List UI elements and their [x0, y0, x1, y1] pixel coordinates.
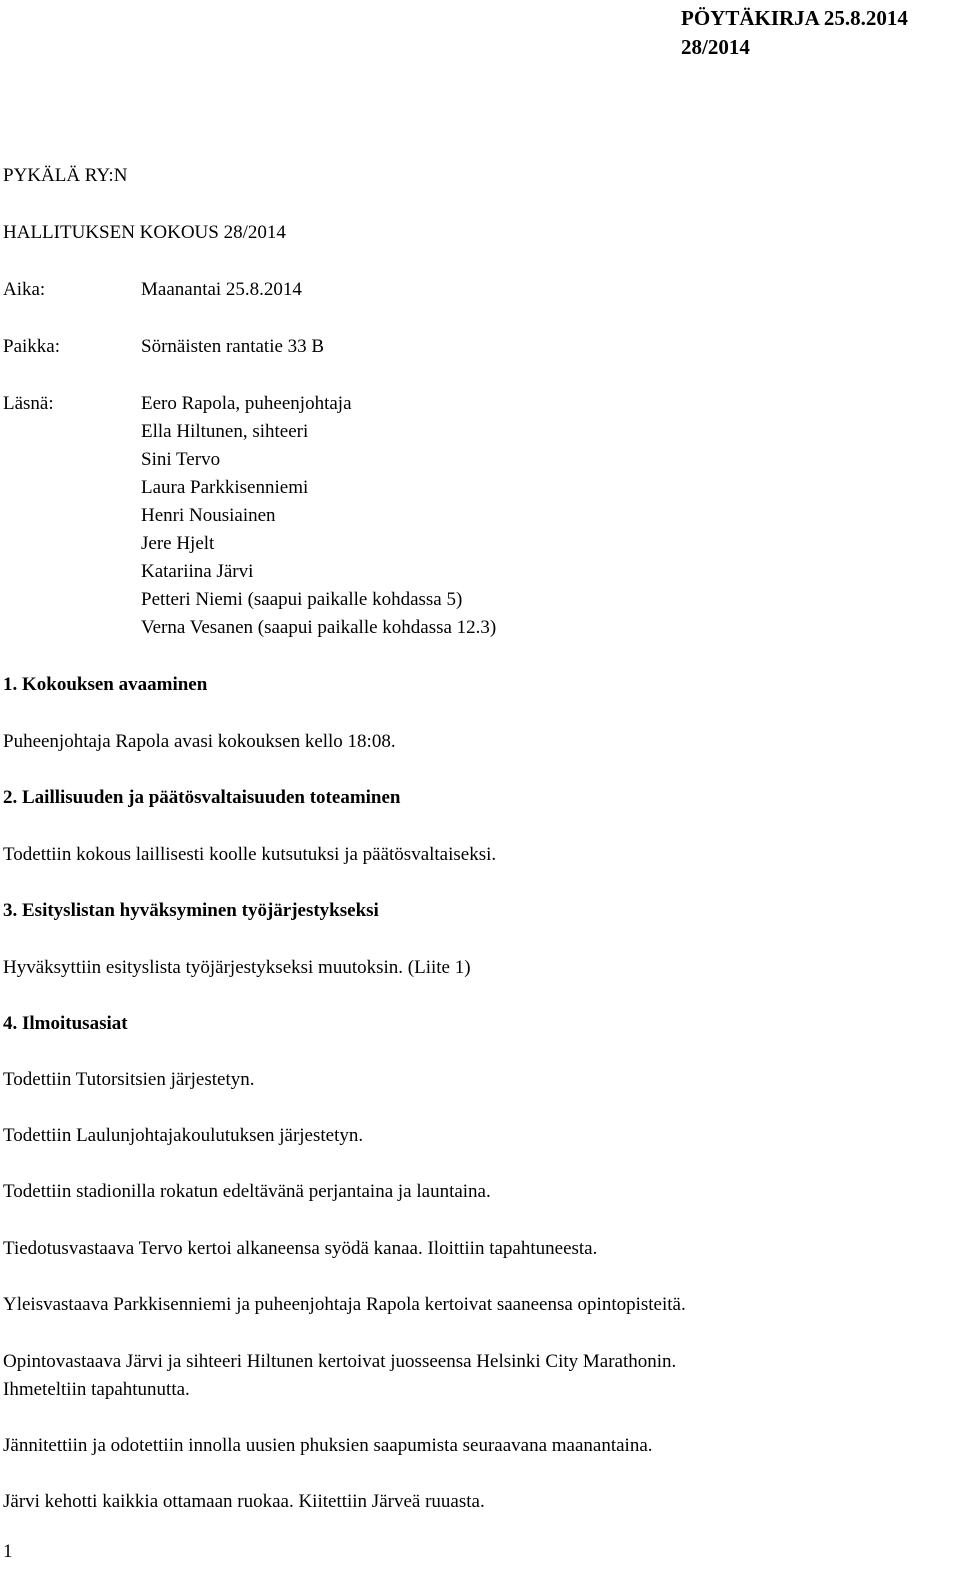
- section-paragraph: Hyväksyttiin esityslista työjärjestykseksi muutoksin. (Liite 1): [3, 957, 471, 978]
- section-heading: 1. Kokouksen avaaminen: [3, 674, 208, 695]
- time-label: Aika:: [3, 279, 46, 300]
- section-paragraph: Puheenjohtaja Rapola avasi kokouksen kello 18:08.: [3, 731, 396, 752]
- attendee-item: Eero Rapola, puheenjohtaja: [141, 393, 352, 414]
- attendee-item: Petteri Niemi (saapui paikalle kohdassa 5): [141, 589, 463, 610]
- section-heading: 2. Laillisuuden ja päätösvaltaisuuden toteaminen: [3, 787, 401, 808]
- attendee-item: Henri Nousiainen: [141, 505, 276, 526]
- document-number: 28/2014: [681, 35, 750, 59]
- section-heading: 4. Ilmoitusasiat: [3, 1013, 128, 1034]
- section-paragraph: Todettiin kokous laillisesti koolle kutsutuksi ja päätösvaltaiseksi.: [3, 844, 497, 865]
- organization-name: PYKÄLÄ RY:N: [3, 165, 128, 186]
- section-paragraph: Järvi kehotti kaikkia ottamaan ruokaa. Kiitettiin Järveä ruuasta.: [3, 1491, 485, 1512]
- section-paragraph: Tiedotusvastaava Tervo kertoi alkaneensa syödä kanaa. Iloittiin tapahtuneesta.: [3, 1238, 598, 1259]
- section-paragraph: Yleisvastaava Parkkisenniemi ja puheenjohtaja Rapola kertoivat saaneensa opintopisteitä.: [3, 1294, 686, 1315]
- attendee-item: Laura Parkkisenniemi: [141, 477, 309, 498]
- attendee-item: Jere Hjelt: [141, 533, 215, 554]
- meeting-title: HALLITUKSEN KOKOUS 28/2014: [3, 222, 286, 243]
- attendee-list: [141, 390, 496, 642]
- attendee-item: Katariina Järvi: [141, 561, 254, 582]
- section-paragraph: Todettiin Tutorsitsien järjestetyn.: [3, 1069, 255, 1090]
- page-number: 1: [3, 1541, 13, 1562]
- section-heading: 3. Esityslistan hyväksyminen työjärjestykseksi: [3, 900, 379, 921]
- document-title: PÖYTÄKIRJA 25.8.2014: [681, 6, 908, 30]
- present-label: Läsnä:: [3, 393, 54, 414]
- attendee-item: Verna Vesanen (saapui paikalle kohdassa 12.3): [141, 617, 497, 638]
- place-value: Sörnäisten rantatie 33 B: [141, 336, 325, 357]
- place-label: Paikka:: [3, 336, 60, 357]
- section-paragraph: Opintovastaava Järvi ja sihteeri Hiltunen kertoivat juosseensa Helsinki City Marathonin.: [3, 1351, 677, 1372]
- section-paragraph: Ihmeteltiin tapahtunutta.: [3, 1379, 190, 1400]
- time-value: Maanantai 25.8.2014: [141, 279, 302, 300]
- attendee-item: Ella Hiltunen, sihteeri: [141, 421, 309, 442]
- attendee-item: Sini Tervo: [141, 449, 221, 470]
- section-paragraph: Jännitettiin ja odotettiin innolla uusien phuksien saapumista seuraavana maanantaina.: [3, 1435, 653, 1456]
- section-paragraph: Todettiin stadionilla rokatun edeltävänä perjantaina ja launtaina.: [3, 1181, 491, 1202]
- document-header: [681, 4, 908, 62]
- section-paragraph: Todettiin Laulunjohtajakoulutuksen järjestetyn.: [3, 1125, 364, 1146]
